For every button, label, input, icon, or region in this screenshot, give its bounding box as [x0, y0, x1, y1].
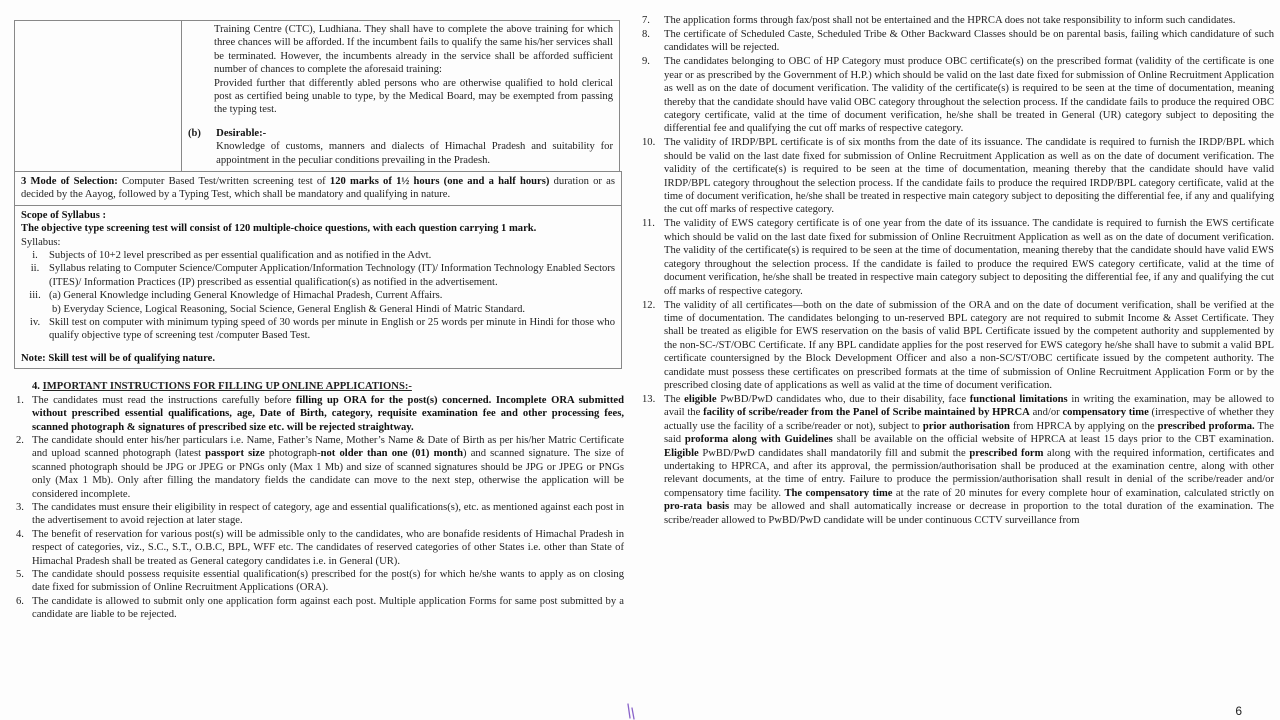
item-number: ii.: [30, 263, 40, 275]
instruction-item: [16, 568, 624, 595]
desirable-section: [188, 127, 613, 167]
training-text: Training Centre (CTC), Ludhiana. They shall have to complete the above training for which three chances will be afforded. If the incumbent fails to qualify the same his/her services shall be terminated. However, the incumbents already in the service shall be afforded sufficient number of chances to complete the aforesaid training:: [214, 24, 613, 76]
right-column: [642, 14, 1274, 528]
item-bold-text: Eligible: [664, 447, 699, 459]
selection-bold: 120 marks of 1½ hours (one and a half hours): [329, 176, 550, 187]
item-number: 10.: [642, 137, 656, 149]
item-number: 4.: [16, 528, 24, 540]
syllabus-label: Syllabus:: [21, 236, 61, 248]
item-text: PwBD/PwD candidates who, due to their disability, face: [716, 393, 970, 405]
item-text: The validity of IRDP/BPL certificate is of six months from the date of its issuance. The candidate is required to furnish the IRDP/BPL which should be valid on the last date fixed for submission of Online Recruitment Application as well as on the date of document verification. The validity of the certificate(s) is required to be seen at the time of documentation, meaning thereby that the candidate should have valid IRDP/BPL category throughout the selection process. If the candidate fails to produce the required IRDP/BPL category certificate, valid at the time of document verification, he/she shall be treated in respective main category subject to depositing the differential fee, if any and qualifying the cut off marks of respective category.: [664, 137, 1274, 216]
item-number: 5.: [16, 568, 24, 580]
item-text: ) and scanned signature. The size of scanned photograph should be JPG or JPEG or PNGs only (Max 1 Mb) and size of scanned signatures should be JPG or JPEG or PNGs only (Max 1 Mb). Only after filling the mandatory fields the candidate can move to the next step, otherwise the application will be considered incomplete.: [32, 448, 624, 500]
instructions-heading: IMPORTANT INSTRUCTIONS FOR FILLING UP ONLINE APPLICATIONS:-: [42, 381, 412, 393]
item-text: Subjects of 10+2 level prescribed as per essential qualification and as notified in the Advt.: [49, 250, 432, 262]
item-text: The benefit of reservation for various post(s) will be admissible only to the candidates, who are bonafide residents of Himachal Pradesh in respect of categories, viz., S.C., S.T., O.B.C, BPL, WFF etc. The candidates of reserved categories of other States i.e. other than State of Himachal Pradesh shall be treated as General category candidates i.e. in General (UR).: [32, 528, 624, 567]
item-text: PwBD/PwD candidates shall mandatorily fill and submit the: [698, 447, 970, 459]
instructions-list-left: [16, 394, 624, 622]
item-bold-text: prior authorisation: [922, 420, 1010, 432]
item-number: 2.: [16, 434, 24, 446]
syllabus-note: Note: Skill test will be of qualifying nature.: [21, 352, 216, 364]
mode-of-selection: [14, 171, 622, 206]
syllabus-item: [21, 289, 615, 316]
instructions-list-right: [642, 14, 1274, 527]
syllabus-lead: The objective type screening test will consist of 120 multiple-choice questions, with each question carrying 1 mark.: [21, 223, 537, 235]
instructions-section: [14, 380, 624, 621]
item-bold-text: proforma along with Guidelines: [684, 434, 833, 446]
item-text: The: [664, 393, 685, 405]
item-text: The candidates must ensure their eligibility in respect of category, age and essential qualifications(s), etc. as mentioned against each post in the advertisement to avoid rejection at later stage.: [32, 501, 624, 527]
instruction-item: [642, 217, 1274, 297]
item-text: The candidate is allowed to submit only one application form against each post. Multiple application Forms for same post submitted by a candidate are liable to be rejected.: [32, 595, 624, 621]
syllabus-item: [21, 249, 615, 262]
item-bold-text: compensatory time: [1062, 407, 1149, 419]
syllabus-item: [21, 262, 615, 289]
item-bold-text: prescribed proforma.: [1157, 420, 1255, 432]
syllabus-box: [14, 206, 622, 369]
desirable-label: (b): [188, 127, 201, 139]
item-text: and/or: [1029, 407, 1063, 419]
item-number: 7.: [642, 15, 650, 26]
item-number: 12.: [642, 299, 656, 311]
item-text: Skill test on computer with minimum typing speed of 30 words per minute in English or 25 words per minute in Hindi for those who qualify objective type of screening test /computer Based Test.: [49, 317, 615, 342]
item-bold-text: not older than one (01) month: [320, 448, 464, 460]
instruction-item: [642, 393, 1274, 527]
instruction-item: [642, 136, 1274, 216]
item-number: 6.: [16, 595, 24, 607]
item-text: (irrespective of whether they actually use the facility of a scribe/reader or not), subject to: [664, 407, 1274, 432]
selection-text-1: Computer Based Test/written screening test of: [117, 176, 330, 187]
selection-label: 3 Mode of Selection:: [21, 176, 118, 187]
item-text: The certificate of Scheduled Caste, Scheduled Tribe & Other Backward Classes should be on parental basis, failing which candidature of such candidates will be rejected.: [664, 29, 1274, 54]
syllabus-item: [21, 316, 615, 343]
item-text: (a) General Knowledge including General Knowledge of Himachal Pradesh, Current Affairs.: [49, 290, 443, 302]
instruction-item: [16, 528, 624, 568]
item-number: 8.: [642, 29, 650, 40]
instruction-item: [642, 28, 1274, 55]
item-text: The validity of all certificates—both on the date of submission of the ORA and on the date of document verification, shall be verified at the time of documentation. The candidates belonging to un-reserved BPL category are not required to submit Income & Asset Certificate. They shall be treated as eligible for EWS reservation on the basis of valid BPL Certificate issued by the competent authority and supplemented by the non-SC-/ST/OBC Certificate. If any BPL candidate applies for the post reserved for EWS category he/she shall have to submit a valid BPL certificate countersigned by the Block Development Officer and also a non-SC/ST/OBC certificate issued by the competent authority. The candidate must possess these certificates on prescribed formats at the time of submission of Online Recruitment Application Form or by the prescribed closing date of applications as well as valid at the time of document verification.: [664, 299, 1274, 391]
instruction-item: [642, 299, 1274, 393]
item-bold-text: The compensatory time: [784, 487, 893, 499]
item-text: may be allowed and shall automatically increase or decrease in proportion to the total duration of the examination. The scribe/reader allowed to PwBD/PwD candidate will be under continuous CCTV surveillance from: [664, 501, 1274, 526]
syllabus-title: Scope of Syllabus :: [21, 209, 107, 221]
item-bold-text: functional limitations: [969, 393, 1068, 405]
item-text: along with the required information, certificates and undertaking to HPRCA, and after its approval, the permission/authorisation shall be produced at the examination centre, along with other relevant documents, at the time of entry. Failure to produce the permission/authorisation shall result in denial of the scribe/reader and/or compensatory time facility.: [664, 447, 1274, 499]
item-bold-text: facility of scribe/reader from the Panel of Scribe maintained by HPRCA: [703, 407, 1030, 419]
item-text: The candidate should enter his/her particulars i.e. Name, Father’s Name, Mother’s Name & Date of Birth as per his/her Matric Certificate and upload scanned photograph (latest: [32, 434, 624, 460]
item-text: from HPRCA by applying on the: [1009, 420, 1158, 432]
item-number: iv.: [29, 317, 41, 329]
item-bold-text: eligible: [684, 393, 717, 405]
item-text: shall be available on the official website of HPRCA at least 15 days prior to the CBT examination.: [832, 434, 1274, 446]
table-qualification-cell: [182, 21, 620, 172]
item-text: at the rate of 20 minutes for every complete hour of examination, calculated strictly on: [892, 487, 1274, 499]
item-number: 1.: [16, 394, 24, 406]
item-text: The validity of EWS category certificate is of one year from the date of its issuance. The candidate is required to furnish the EWS certificate which should be valid on the last date fixed for submission of Online Recruitment Application as well as on the date of document verification. The validity of the certificate(s) is required to be seen at the time of documentation, meaning thereby that the candidate should have valid EWS category throughout the selection process. If the candidate is failed to produce the required EWS category certificate, valid at the time of document verification, he/she shall be treated in respective main category subject to depositing the differential fee, if any and qualifying the cut off marks of respective category.: [664, 218, 1274, 297]
item-text: The candidates must read the instructions carefully before: [32, 394, 296, 406]
desirable-text: Knowledge of customs, manners and dialects of Himachal Pradesh and suitability for appointment in the peculiar conditions prevailing in the Pradesh.: [216, 141, 613, 166]
instruction-item: [642, 14, 1274, 27]
item-number: 11.: [642, 218, 655, 230]
item-text: photograph-: [264, 448, 321, 460]
item-bold-text: prescribed form: [969, 447, 1044, 459]
item-text: The application forms through fax/post shall not be entertained and the HPRCA does not take responsibility to inform such candidates.: [664, 15, 1236, 26]
item-text-b: b) Everyday Science, Logical Reasoning, Social Science, General English & General Hindi of Matric Standard.: [52, 303, 526, 315]
item-number: 9.: [642, 56, 650, 68]
instruction-item: [16, 394, 624, 434]
instruction-item: [642, 55, 1274, 135]
item-text: Syllabus relating to Computer Science/Computer Application/Information Technology (IT)/ Information Technology Enabled Sectors (ITES)/ Information Practices (IP) prescribed as essential qualification(s) as notified in the advertisement.: [49, 263, 615, 288]
proviso-text: Provided further that differently abled persons who are otherwise qualified to hold clerical post as certified being unable to type, by the Medical Board, may be exempted from passing the typing test.: [214, 77, 613, 116]
instructions-number: 4.: [32, 381, 40, 393]
instruction-item: [16, 434, 624, 501]
desirable-title: Desirable:-: [216, 127, 267, 139]
item-text: The candidates belonging to OBC of HP Category must produce OBC certificate(s) on the prescribed format (validity of the certificate is one year or as prescribed by the Government of H.P.) which should be valid on the last date fixed for submission of Online Recruitment Application as well as on the date of document verification. The validity of the certificate(s) is required to be seen at the time of documentation, meaning thereby that the candidate should have valid OBC category throughout the selection process. If the candidate fails to produce the required OBC category certificate, valid at the time of document verification, he/she shall be treated in General (UR) category subject to depositing the differential fee and qualifying the cut off marks of respective category.: [664, 56, 1274, 135]
left-column: [14, 0, 624, 622]
page-number: 6: [1235, 703, 1242, 718]
instruction-item: [16, 595, 624, 622]
qualification-table: [14, 20, 620, 172]
item-bold-text: pro-rata basis: [664, 501, 730, 513]
item-number: 3.: [16, 501, 24, 513]
table-empty-cell: [15, 21, 182, 172]
item-number: iii.: [29, 290, 41, 302]
item-text: The candidate should possess requisite essential qualification(s) prescribed for the post(s) for which he/she wants to apply as on closing date fixed for submission of Online Recruitment Applications (ORA).: [32, 568, 624, 594]
selection-text-2: duration or as decided by the Aayog, followed by a Typing Test, which shall be mandatory and qualifying in nature.: [21, 176, 615, 201]
syllabus-list: [21, 249, 615, 343]
item-number: i.: [32, 250, 38, 262]
instruction-item: [16, 501, 624, 528]
item-number: 13.: [642, 393, 656, 405]
item-text: The said: [664, 420, 1274, 446]
item-text: in writing the examination, may be allowed to avail the: [664, 393, 1274, 419]
item-bold-text: passport size: [205, 448, 265, 460]
item-bold-text: filling up ORA for the post(s) concerned. Incomplete ORA submitted without prescribed essential qualifications, age, Date of Birth, category, requisite examination fee and other processing fees, scanned photograph & signatures of prescribed size etc. will be rejected straightway.: [32, 394, 624, 433]
ink-mark-icon: [626, 703, 638, 720]
